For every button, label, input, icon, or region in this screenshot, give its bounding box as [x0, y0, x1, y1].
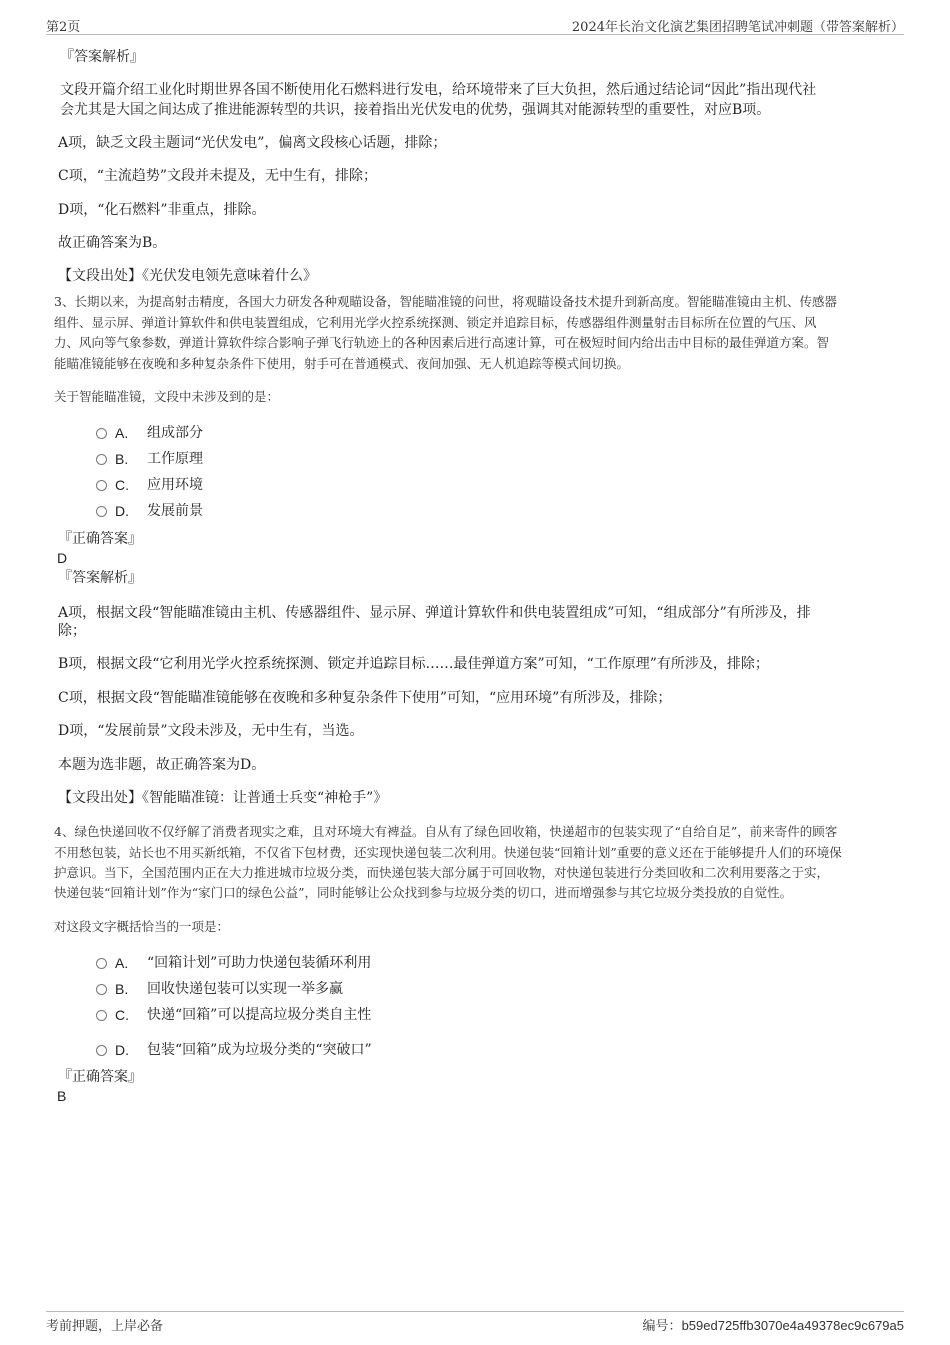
prev-note-d: D项，“化石燃料”非重点，排除。 [58, 202, 266, 218]
option-letter: D. [115, 1042, 129, 1058]
radio-icon[interactable] [96, 958, 107, 969]
option-letter: B. [115, 451, 129, 467]
q4-prompt: 对这段文字概括恰当的一项是： [54, 919, 230, 934]
document-code [643, 1315, 904, 1334]
q3-passage-line2: 组件、显示屏、弹道计算软件和供电装置组成，它利用光学火控系统探测、锁定并追踪目标，传感器组件测量射击目标所在位置的气压、风 [54, 315, 817, 330]
option-text: 快递“回箱”可以提高垃圾分类自主性 [147, 1007, 372, 1023]
radio-icon[interactable] [96, 984, 107, 995]
option-text: 应用环境 [147, 477, 203, 493]
radio-icon[interactable] [96, 480, 107, 491]
prev-analysis-label: 『答案解析』 [60, 49, 144, 65]
q4-passage-line2: 不用愁包装，站长也不用买新纸箱，不仅省下包材费，还实现快递包装二次利用。快递包装“回箱计划”重要的意义还在于能够提升人们的环境保 [54, 845, 842, 860]
q3-option-b[interactable] [96, 449, 203, 469]
q3-passage-line4: 能瞄准镜能够在夜晚和多种复杂条件下使用，射手可在普通模式、夜间加强、无人机追踪等模式间切换。 [54, 356, 630, 371]
radio-icon[interactable] [96, 506, 107, 517]
option-text: 回收快递包装可以实现一举多赢 [147, 981, 343, 997]
q3-analysis-label: 『答案解析』 [58, 570, 142, 586]
q3-answer-label: 『正确答案』 [58, 531, 142, 547]
page-number: 第2页 [46, 20, 81, 35]
code-label: 编号： [642, 1319, 682, 1334]
prev-conclusion: 故正确答案为B。 [58, 235, 167, 251]
option-letter: A. [115, 955, 129, 971]
option-letter: C. [115, 477, 129, 493]
prev-analysis-line2: 会尤其是大国之间达成了推进能源转型的共识，接着指出光伏发电的优势，强调其对能源转型的重要性，对应B项。 [60, 102, 771, 118]
q3-source: 【文段出处】《智能瞄准镜：让普通士兵变“神枪手”》 [58, 790, 388, 806]
q4-passage-line1: 4、绿色快递回收不仅纾解了消费者现实之难，且对环境大有裨益。自从有了绿色回收箱，快递超市的包装实现了“自给自足”，前来寄件的顾客 [54, 824, 838, 839]
option-text: “回箱计划”可助力快递包装循环利用 [147, 955, 372, 971]
prev-source: 【文段出处】《光伏发电领先意味着什么》 [58, 268, 317, 284]
radio-icon[interactable] [96, 1010, 107, 1021]
q3-note-a-line2: 除； [58, 623, 86, 639]
q4-passage-line4: 快递包装“回箱计划”作为“家门口的绿色公益”，同时能够让公众找到参与垃圾分类的切口，进而增强参与其它垃圾分类投放的自觉性。 [54, 885, 793, 900]
q4-option-d[interactable] [96, 1040, 372, 1060]
q4-answer-label: 『正确答案』 [58, 1069, 142, 1085]
prev-note-c: C项，“主流趋势”文段并未提及，无中生有，排除； [58, 168, 378, 184]
q4-passage-line3: 护意识。当下，全国范围内正在大力推进城市垃圾分类，而快递包装大部分属于可回收物，对快递包装进行分类回收和二次利用要落之于实， [54, 865, 830, 880]
q3-option-c[interactable] [96, 475, 203, 495]
option-letter: D. [115, 503, 129, 519]
q3-passage-line3: 力、风向等气象参数，弹道计算软件综合影响子弹飞行轨迹上的各种因素后进行高速计算，可在极短时间内给出击中目标的最佳弹道方案。智 [54, 335, 830, 350]
q4-option-b[interactable] [96, 979, 343, 999]
option-text: 发展前景 [147, 503, 203, 519]
q3-prompt: 关于智能瞄准镜，文段中未涉及到的是： [54, 389, 280, 404]
radio-icon[interactable] [96, 428, 107, 439]
radio-icon[interactable] [96, 1045, 107, 1056]
option-text: 包装“回箱”成为垃圾分类的“突破口” [147, 1042, 372, 1058]
q3-passage-line1: 3、长期以来，为提高射击精度，各国大力研发各种观瞄设备，智能瞄准镜的问世，将观瞄设备技术提升到新高度。智能瞄准镜由主机、传感器 [54, 294, 837, 309]
q3-option-d[interactable] [96, 501, 203, 521]
q4-option-a[interactable] [96, 953, 371, 973]
radio-icon[interactable] [96, 454, 107, 465]
option-letter: C. [115, 1007, 129, 1023]
q3-note-a-line1: A项，根据文段“智能瞄准镜由主机、传感器组件、显示屏、弹道计算软件和供电装置组成”可知，“组成部分”有所涉及，排 [58, 605, 811, 621]
page-header [46, 14, 904, 35]
q4-answer: B [57, 1088, 67, 1104]
option-text: 工作原理 [147, 451, 203, 467]
q3-note-c: C项，根据文段“智能瞄准镜能够在夜晚和多种复杂条件下使用”可知，“应用环境”有所涉及，排除； [58, 690, 672, 706]
footer-slogan: 考前押题，上岸必备 [46, 1319, 164, 1334]
code-value: b59ed725ffb3070e4a49378ec9c679a5 [681, 1318, 904, 1333]
q3-note-b: B项，根据文段“它利用光学火控系统探测、锁定并追踪目标……最佳弹道方案”可知，“工作原理”有所涉及，排除； [58, 656, 769, 672]
page-footer [46, 1311, 904, 1334]
prev-analysis-line1: 文段开篇介绍工业化时期世界各国不断使用化石燃料进行发电，给环境带来了巨大负担，然后通过结论词“因此”指出现代社 [60, 82, 817, 98]
q3-note-d: D项，“发展前景”文段未涉及，无中生有，当选。 [58, 723, 364, 739]
document-title: 2024年长治文化演艺集团招聘笔试冲刺题（带答案解析） [571, 20, 904, 35]
q4-option-c[interactable] [96, 1005, 371, 1025]
option-text: 组成部分 [147, 425, 203, 441]
q3-conclusion: 本题为选非题，故正确答案为D。 [58, 757, 266, 773]
option-letter: A. [115, 425, 129, 441]
q3-answer: D [57, 550, 68, 566]
option-letter: B. [115, 981, 129, 997]
q3-option-a[interactable] [96, 423, 203, 443]
prev-note-a: A项，缺乏文段主题词“光伏发电”，偏离文段核心话题，排除； [58, 135, 447, 151]
